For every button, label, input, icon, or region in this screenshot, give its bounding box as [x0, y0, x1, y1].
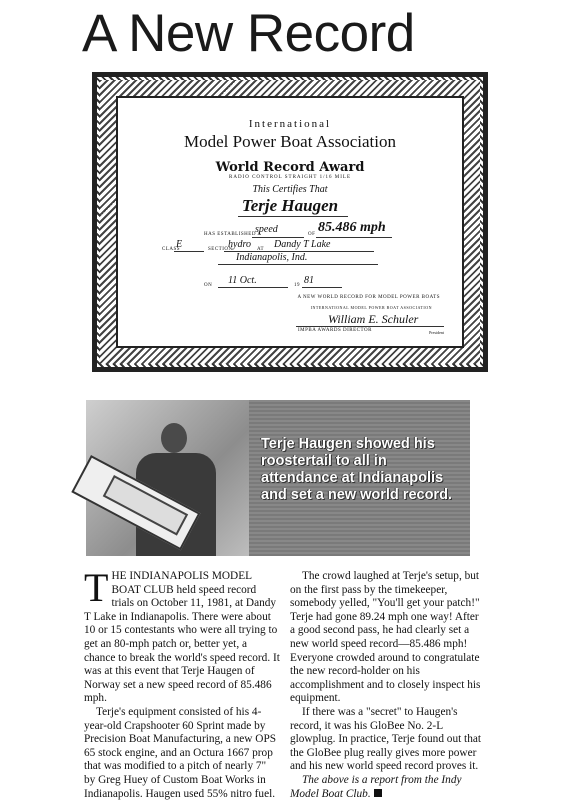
cert-record-type: speed [255, 224, 278, 235]
cert-radio-control: RADIO CONTROL STRAIGHT 1/16 MILE [229, 175, 351, 180]
certificate-body [116, 96, 464, 348]
cert-location: Dandy T Lake [274, 239, 331, 250]
cert-award-title: World Record Award [215, 160, 365, 175]
cert-new-world-record: A NEW WORLD RECORD FOR MODEL POWER BOATS [297, 295, 440, 300]
cert-class-value: E [176, 239, 183, 250]
cert-international: International [248, 118, 332, 130]
cert-at-label: AT [257, 247, 265, 252]
cert-year-prefix: 19 [294, 283, 300, 288]
cert-year: 81 [304, 275, 314, 286]
article-paragraph-2: Terje's equipment consisted of his 4-year-old Crapshooter 60 Sprint made by Precision Boat Manufacturing, a new OPS 65 stock engine, and an Octura 1667 prop that was modified to a pitch of nearly 7" by Greg Huey of Custom Boat Works in Indianapolis. Haugen used 55% nitro fuel. [84, 705, 277, 800]
cert-section-label: SECTION [208, 247, 233, 252]
photo [86, 400, 470, 556]
end-mark [374, 789, 382, 797]
photo-caption: Terje Haugen showed his roostertail to all in attendance at Indianapolis and set a new world record. [261, 436, 452, 503]
model-boat [86, 445, 216, 530]
article-paragraph-5: The above is a report from the Indy Model Boat Club. [290, 773, 462, 800]
cert-imp-name: INTERNATIONAL MODEL POWER BOAT ASSOCIATION [310, 305, 432, 310]
certificate [92, 72, 488, 372]
photo-image [86, 400, 249, 556]
cert-speed: 85.486 mph [318, 220, 386, 235]
cert-date: 11 Oct. [228, 275, 257, 286]
cert-certifies: This Certifies That [252, 184, 328, 195]
article-column-1 [84, 565, 280, 801]
article-paragraph-4: If there was a "secret" to Haugen's record, it was his GloBee No. 2-L glowplug. In practice, Terje found out that the GloBee plug really gives more power and his new world speed record proves it. [290, 705, 481, 773]
cert-association: Model Power Boat Association [183, 132, 396, 151]
article-paragraph-1: HE INDIANAPOLIS MODEL BOAT CLUB held speed record trials on October 11, 1981, at Dandy T Lake in Indianapolis. There were about 10 or 15 contestants who were all trying to get an 80-mph patch or, better yet, a chance to break the world's speed record. It was at this event that Terje Haugen of Norway set a new speed record of 85.486 mph. [84, 570, 280, 705]
article-paragraph-3: The crowd laughed at Terje's setup, but on the first pass by the timekeeper, somebody yelled, "You'll get your patch!" Terje had gone 89.24 mph one way! After a good second pass, he had clearly set a new world speed record—85.486 mph! Everyone crowded around to congratulate the new record-holder on his accomplishment and to closely inspect his equipment. [290, 570, 481, 705]
page-title: A New Record [82, 4, 415, 63]
cert-has-established: HAS ESTABLISHED A [204, 232, 262, 237]
cert-class-label: CLASS [162, 247, 181, 252]
cert-signature: William E. Schuler [328, 312, 419, 326]
cert-section-value: hydro [228, 239, 251, 250]
cert-on-label: ON [204, 283, 213, 288]
photo-caption-panel [249, 400, 470, 556]
article-column-2 [290, 570, 486, 801]
cert-of-label: OF [308, 232, 316, 237]
cert-director: IMPBA AWARDS DIRECTOR [298, 328, 372, 333]
dropcap: T [84, 565, 109, 610]
cert-president: President [429, 330, 444, 335]
cert-city: Indianapolis, Ind. [236, 252, 308, 263]
cert-recipient: Terje Haugen [241, 196, 339, 215]
